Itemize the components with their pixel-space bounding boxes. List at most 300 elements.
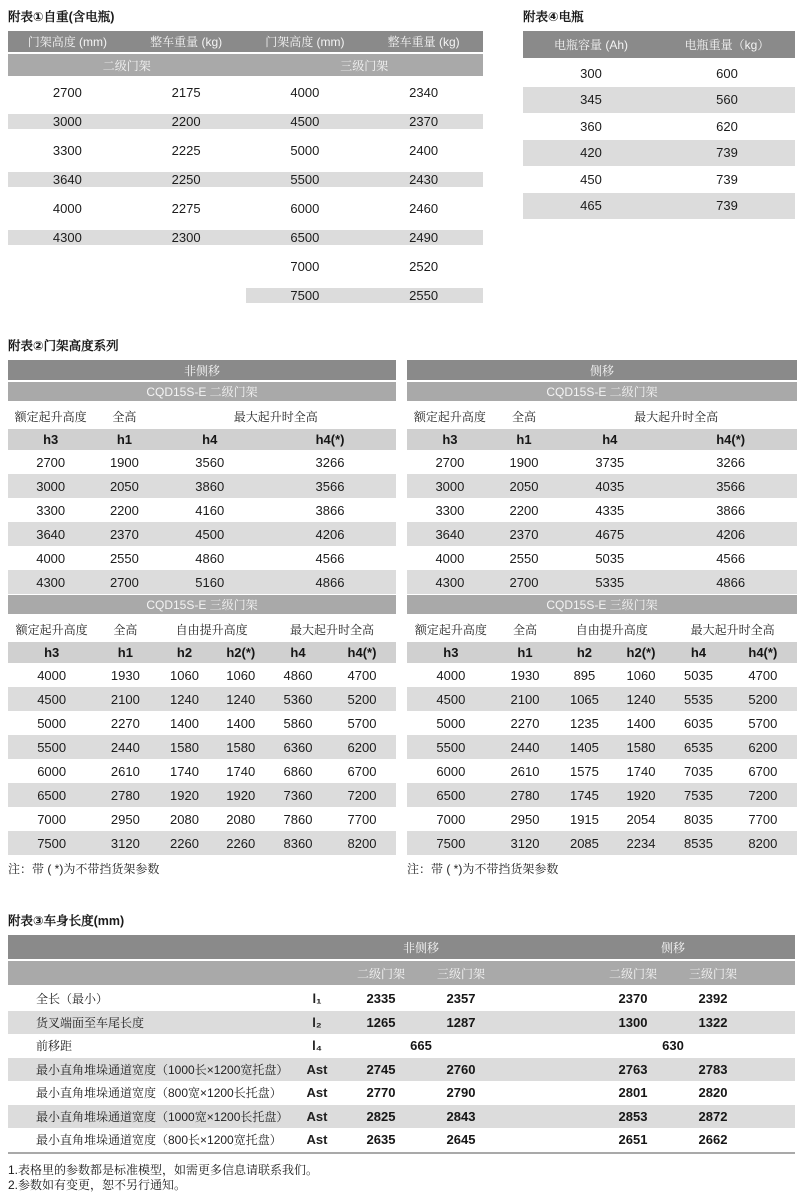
data-cell: 6700 [347, 763, 377, 779]
data-cell: 2250 [127, 172, 246, 187]
mast-data-row [407, 687, 797, 711]
mast-data-row [407, 735, 797, 759]
data-cell: 3860 [195, 478, 225, 494]
data-cell: 2950 [110, 811, 140, 827]
table3-row [8, 1081, 795, 1105]
data-cell: 6700 [748, 763, 778, 779]
data-cell: 3300 [52, 143, 82, 158]
data-cell: 2550 [509, 550, 539, 566]
mast-data-row [8, 474, 396, 498]
group-header-cell: 全高 [511, 409, 536, 424]
data-cell: 6360 [283, 739, 313, 755]
data-cell: 2801 [618, 1085, 648, 1101]
data-cell: 5160 [195, 574, 225, 590]
data-cell: 2843 [446, 1108, 476, 1124]
group-header-cell: 全高 [113, 622, 138, 637]
mast-band-row: 非侧移 [8, 360, 396, 380]
data-cell: 3000 [435, 478, 465, 494]
group-header-cell: 额定起升高度 [14, 409, 87, 424]
row-label: 全长（最小） [36, 992, 109, 1007]
data-cell: 2550 [364, 288, 483, 303]
data-cell: 6500 [436, 787, 466, 803]
group-header-cell: 自由提升高度 [175, 622, 248, 637]
data-cell: 360 [580, 118, 602, 134]
data-cell: 5000 [290, 143, 320, 158]
mast-group-header-row [8, 616, 396, 642]
var-header-cell: h1 [116, 432, 132, 447]
table1-row [8, 194, 483, 223]
data-cell: 8535 [684, 835, 713, 851]
data-cell: 7500 [436, 835, 466, 851]
data-cell: 4206 [716, 526, 746, 542]
data-cell: 4500 [246, 114, 365, 129]
data-cell: 6500 [246, 230, 365, 245]
self-weight-section [8, 5, 483, 310]
data-cell: 3300 [435, 502, 465, 518]
battery-section [523, 5, 795, 219]
data-cell: 1930 [110, 667, 140, 683]
data-cell: 5000 [436, 715, 466, 731]
data-cell: 630 [662, 1038, 684, 1054]
mast-data-row [407, 570, 797, 594]
data-cell: 3000 [8, 114, 127, 129]
data-cell: 4700 [748, 667, 778, 683]
mast-table [407, 360, 797, 877]
var-header-cell: h2(*) [226, 645, 256, 660]
var-header-cell: h2 [576, 645, 593, 660]
data-cell: 2200 [509, 502, 539, 518]
group-header-cell: 最大起升时全高 [690, 622, 775, 637]
footnote-line: 1.表格里的参数都是标准模型，如需更多信息请联系我们。 [8, 1162, 319, 1177]
table3-row [8, 1011, 795, 1035]
table3-band-row [8, 935, 795, 959]
mast-var-header-row [8, 642, 396, 663]
table3-row [8, 1034, 795, 1058]
data-cell: 2460 [409, 201, 439, 216]
mast-data-row [8, 783, 396, 807]
band-cell: 侧移 [660, 940, 685, 955]
data-cell: 2335 [366, 991, 396, 1007]
data-cell: 600 [716, 65, 738, 81]
data-cell: 4300 [36, 574, 66, 590]
var-header-cell: h3 [44, 645, 60, 660]
table3-row [8, 1058, 795, 1082]
data-cell: 5500 [246, 172, 365, 187]
data-cell: 665 [410, 1038, 432, 1054]
data-cell: 2700 [109, 574, 139, 590]
group-header-cell: 额定起升高度 [15, 622, 88, 637]
var-header-cell: h3 [43, 432, 59, 447]
table4-row [523, 87, 795, 114]
table4-row [523, 166, 795, 193]
var-header-cell: h4 [202, 432, 218, 447]
row-label: 最小直角堆垛通道宽度（800宽×1200长托盘） [36, 1086, 282, 1101]
data-cell: 8200 [347, 835, 377, 851]
mast-note: 注：带 ( *)为不带挡货架参数 [407, 862, 559, 876]
data-cell: 1235 [569, 715, 599, 731]
group-header-cell: 全高 [512, 622, 537, 637]
data-cell: 2270 [510, 715, 540, 731]
data-cell: 2763 [618, 1061, 648, 1077]
data-cell: 4566 [315, 550, 345, 566]
data-cell: 560 [716, 92, 738, 108]
data-cell: 2645 [446, 1132, 476, 1148]
data-cell: 5035 [595, 550, 625, 566]
data-cell: 2260 [170, 835, 199, 851]
data-cell: 1400 [170, 715, 199, 731]
data-cell: 345 [580, 92, 602, 108]
mast-data-row [8, 450, 396, 474]
section2-title: 附表②门架高度系列 [8, 339, 119, 353]
mast-var-header-row [8, 429, 396, 450]
data-cell: 2392 [698, 991, 728, 1007]
data-cell: 3735 [595, 454, 625, 470]
data-cell: 2790 [446, 1085, 476, 1101]
data-cell: 4160 [195, 502, 225, 518]
data-cell: 4300 [8, 230, 127, 245]
data-cell: 4335 [595, 502, 625, 518]
row-symbol: Ast [306, 1108, 328, 1124]
data-cell: 3640 [8, 172, 127, 187]
data-cell: 739 [716, 171, 738, 187]
table1-row [8, 281, 483, 310]
mast-subtitle-row: CQD15S-E 二级门架 [407, 382, 797, 401]
data-cell: 4860 [283, 667, 313, 683]
data-cell: 4860 [195, 550, 225, 566]
table4-row [523, 193, 795, 220]
data-cell: 6200 [748, 739, 778, 755]
data-cell: 2300 [127, 230, 246, 245]
data-cell: 2234 [626, 835, 656, 851]
table1-row [8, 78, 483, 107]
data-cell: 2100 [510, 691, 540, 707]
data-cell: 1060 [226, 667, 256, 683]
var-header-cell: h4(*) [748, 645, 778, 660]
data-cell: 5200 [748, 691, 778, 707]
data-cell: 7535 [684, 787, 713, 803]
data-cell: 1322 [698, 1014, 728, 1030]
data-cell: 2175 [171, 85, 201, 100]
data-cell: 3120 [510, 835, 540, 851]
row-label: 最小直角堆垛通道宽度（1000宽×1200长托盘） [36, 1109, 289, 1124]
var-header-cell: h4 [690, 645, 707, 660]
mast-data-row [407, 831, 797, 855]
data-cell: 3566 [716, 478, 746, 494]
mast-subtitle-row: CQD15S-E 三级门架 [8, 595, 396, 614]
var-header-cell: h2 [176, 645, 193, 660]
data-cell: 7000 [290, 259, 320, 274]
data-cell: 2745 [366, 1061, 396, 1077]
group-header-cell: 全高 [112, 409, 137, 424]
data-cell: 1580 [626, 739, 656, 755]
data-cell: 7000 [436, 811, 466, 827]
mast-var-header-row [407, 429, 797, 450]
table4-row [523, 60, 795, 87]
data-cell: 2275 [171, 201, 201, 216]
data-cell: 5860 [283, 715, 313, 731]
mast-data-row [407, 711, 797, 735]
col-header-cell: 二级门架 [608, 966, 657, 981]
data-cell: 7700 [347, 811, 377, 827]
mast-group-header-row [407, 616, 797, 642]
data-cell: 4206 [315, 526, 345, 542]
data-cell: 1740 [170, 763, 199, 779]
data-cell: 1405 [569, 739, 599, 755]
table3-colheader-row [8, 961, 795, 985]
data-cell: 2200 [127, 114, 246, 129]
data-cell: 5335 [595, 574, 625, 590]
table1-row [8, 252, 483, 281]
footnotes [8, 1163, 800, 1193]
mast-data-row [407, 498, 797, 522]
data-cell: 1400 [626, 715, 656, 731]
data-cell: 2440 [510, 739, 540, 755]
data-cell: 1287 [446, 1014, 476, 1030]
group-header-cell: 最大起升时全高 [289, 622, 374, 637]
group-header-cell: 自由提升高度 [575, 622, 648, 637]
row-symbol: Ast [306, 1132, 328, 1148]
table3-row [8, 1128, 795, 1152]
mast-data-row [8, 663, 396, 687]
data-cell: 2270 [110, 715, 140, 731]
data-cell: 8360 [283, 835, 313, 851]
data-cell: 1920 [226, 787, 256, 803]
table4-row [523, 113, 795, 140]
data-cell: 4000 [290, 85, 320, 100]
mast-subtitle-row: CQD15S-E 二级门架 [8, 382, 396, 401]
var-header-cell: h1 [516, 432, 532, 447]
group-header-cell: 额定起升高度 [413, 409, 486, 424]
data-cell: 5360 [283, 691, 313, 707]
col-header-cell: 三级门架 [688, 966, 737, 981]
data-cell: 2610 [510, 763, 540, 779]
data-cell: 8035 [684, 811, 713, 827]
row-label: 最小直角堆垛通道宽度（800长×1200宽托盘） [36, 1133, 282, 1148]
data-cell: 6200 [347, 739, 377, 755]
mast-note: 注：带 ( *)为不带挡货架参数 [8, 862, 160, 876]
data-cell: 2370 [109, 526, 139, 542]
data-cell: 8200 [748, 835, 778, 851]
data-cell: 1915 [569, 811, 599, 827]
mast-data-row [8, 687, 396, 711]
data-cell: 1240 [226, 691, 256, 707]
data-cell: 4035 [595, 478, 625, 494]
data-cell: 2340 [409, 85, 439, 100]
data-cell: 1060 [170, 667, 199, 683]
data-cell: 895 [573, 667, 596, 683]
data-cell: 2400 [409, 143, 439, 158]
var-header-cell: h1 [117, 645, 133, 660]
data-cell: 7000 [37, 811, 67, 827]
data-cell: 1745 [569, 787, 599, 803]
group-header-cell: 最大起升时全高 [634, 409, 719, 424]
data-cell: 5000 [37, 715, 67, 731]
data-cell: 4700 [347, 667, 377, 683]
table1-row [8, 107, 483, 136]
group-header-cell: 额定起升高度 [414, 622, 487, 637]
table3-row [8, 987, 795, 1011]
mast-data-row [8, 546, 396, 570]
data-cell: 5200 [347, 691, 377, 707]
data-cell: 2260 [226, 835, 256, 851]
data-cell: 2872 [698, 1108, 728, 1124]
data-cell: 2950 [510, 811, 540, 827]
data-cell: 2853 [618, 1108, 648, 1124]
data-cell: 1240 [170, 691, 199, 707]
mast-data-row [8, 711, 396, 735]
header-cell: 整车重量 (kg) [387, 35, 460, 49]
mast-data-row [8, 831, 396, 855]
data-cell: 3266 [716, 454, 746, 470]
mast-var-header-row [407, 642, 797, 663]
var-header-cell: h4 [602, 432, 618, 447]
table1-row [8, 223, 483, 252]
data-cell: 2370 [364, 114, 483, 129]
data-cell: 2440 [110, 739, 140, 755]
data-cell: 2820 [698, 1085, 728, 1101]
var-header-cell: h3 [443, 645, 459, 660]
data-cell: 739 [716, 145, 738, 161]
data-cell: 2760 [446, 1061, 476, 1077]
data-cell: 7200 [748, 787, 778, 803]
data-cell: 7500 [37, 835, 67, 851]
data-cell: 450 [580, 171, 602, 187]
data-cell: 6000 [290, 201, 320, 216]
data-cell: 1065 [569, 691, 599, 707]
data-cell: 1900 [509, 454, 539, 470]
data-cell: 2651 [618, 1132, 648, 1148]
data-cell: 4500 [195, 526, 225, 542]
row-label: 最小直角堆垛通道宽度（1000长×1200宽托盘） [36, 1062, 289, 1077]
mast-group-header-row [407, 403, 797, 429]
row-label: 前移距 [36, 1039, 73, 1054]
data-cell: 2050 [109, 478, 139, 494]
var-header-cell: h4(*) [347, 645, 377, 660]
mast-data-row [8, 522, 396, 546]
data-cell: 2085 [569, 835, 599, 851]
data-cell: 4000 [435, 550, 465, 566]
data-cell: 5700 [347, 715, 377, 731]
data-cell: 420 [580, 145, 602, 161]
data-cell: 6860 [283, 763, 313, 779]
data-cell: 2430 [364, 172, 483, 187]
data-cell: 1060 [626, 667, 656, 683]
table1-row [8, 165, 483, 194]
row-symbol: l₁ [312, 991, 322, 1007]
var-header-cell: h4 [290, 645, 306, 660]
data-cell: 3266 [315, 454, 345, 470]
table3-row [8, 1105, 795, 1129]
var-header-cell: h2(*) [626, 645, 656, 660]
data-cell: 2370 [618, 991, 648, 1007]
data-cell: 2050 [509, 478, 539, 494]
table1-group-row [8, 54, 483, 76]
data-cell: 1400 [226, 715, 256, 731]
data-cell: 4000 [36, 550, 66, 566]
mast-data-row [407, 522, 797, 546]
data-cell: 4566 [716, 550, 746, 566]
data-cell: 7035 [684, 763, 713, 779]
data-cell: 3000 [36, 478, 66, 494]
table4-title: 附表④电瓶 [523, 10, 584, 24]
data-cell: 6000 [436, 763, 466, 779]
data-cell: 2200 [109, 502, 139, 518]
data-cell: 4866 [315, 574, 345, 590]
data-cell: 3560 [195, 454, 225, 470]
data-cell: 1240 [626, 691, 656, 707]
data-cell: 2370 [509, 526, 539, 542]
data-cell: 1920 [626, 787, 656, 803]
header-cell: 电瓶重量（kg） [684, 38, 770, 52]
data-cell: 2700 [52, 85, 82, 100]
battery-table [523, 31, 795, 219]
data-cell: 5535 [684, 691, 713, 707]
header-cell: 电瓶容量 (Ah) [553, 38, 628, 52]
data-cell: 2825 [366, 1108, 396, 1124]
mast-table [8, 360, 396, 877]
data-cell: 1300 [618, 1014, 648, 1030]
data-cell: 6500 [37, 787, 67, 803]
var-header-cell: h3 [442, 432, 458, 447]
data-cell: 7200 [347, 787, 377, 803]
data-cell: 3300 [36, 502, 66, 518]
data-cell: 3866 [315, 502, 345, 518]
col-header-cell: 三级门架 [436, 966, 485, 981]
data-cell: 4300 [435, 574, 465, 590]
data-cell: 7860 [283, 811, 313, 827]
data-cell: 2700 [36, 454, 66, 470]
col-header-cell: 二级门架 [356, 966, 405, 981]
header-cell: 门架高度 (mm) [265, 35, 345, 49]
row-symbol: Ast [306, 1085, 328, 1101]
data-cell: 4000 [436, 667, 466, 683]
data-cell: 7700 [748, 811, 778, 827]
data-cell: 4000 [52, 201, 82, 216]
data-cell: 5035 [684, 667, 713, 683]
data-cell: 465 [580, 198, 602, 214]
data-cell: 2770 [366, 1085, 396, 1101]
mast-height-tables-row [8, 360, 800, 877]
data-cell: 5500 [436, 739, 466, 755]
data-cell: 2550 [109, 550, 139, 566]
data-cell: 1920 [170, 787, 199, 803]
data-cell: 620 [716, 118, 738, 134]
group-cell: 三级门架 [340, 58, 389, 73]
data-cell: 4675 [595, 526, 625, 542]
body-length-table [8, 935, 795, 1154]
data-cell: 2780 [110, 787, 140, 803]
table1-title: 附表①自重(含电瓶) [8, 10, 115, 24]
mast-data-row [407, 450, 797, 474]
data-cell: 1580 [226, 739, 256, 755]
data-cell: 6035 [684, 715, 713, 731]
data-cell: 2357 [446, 991, 476, 1007]
data-cell: 1575 [569, 763, 599, 779]
var-header-cell: h4(*) [315, 432, 345, 447]
data-cell: 2662 [698, 1132, 728, 1148]
data-cell: 2225 [171, 143, 201, 158]
mast-data-row [8, 735, 396, 759]
data-cell: 6000 [37, 763, 67, 779]
data-cell: 1740 [626, 763, 656, 779]
table3-title: 附表③车身长度(mm) [8, 914, 125, 928]
mast-group-header-row [8, 403, 396, 429]
data-cell: 2490 [364, 230, 483, 245]
data-cell: 3640 [435, 526, 465, 542]
mast-data-row [8, 807, 396, 831]
mast-data-row [407, 759, 797, 783]
self-weight-table [8, 31, 483, 310]
